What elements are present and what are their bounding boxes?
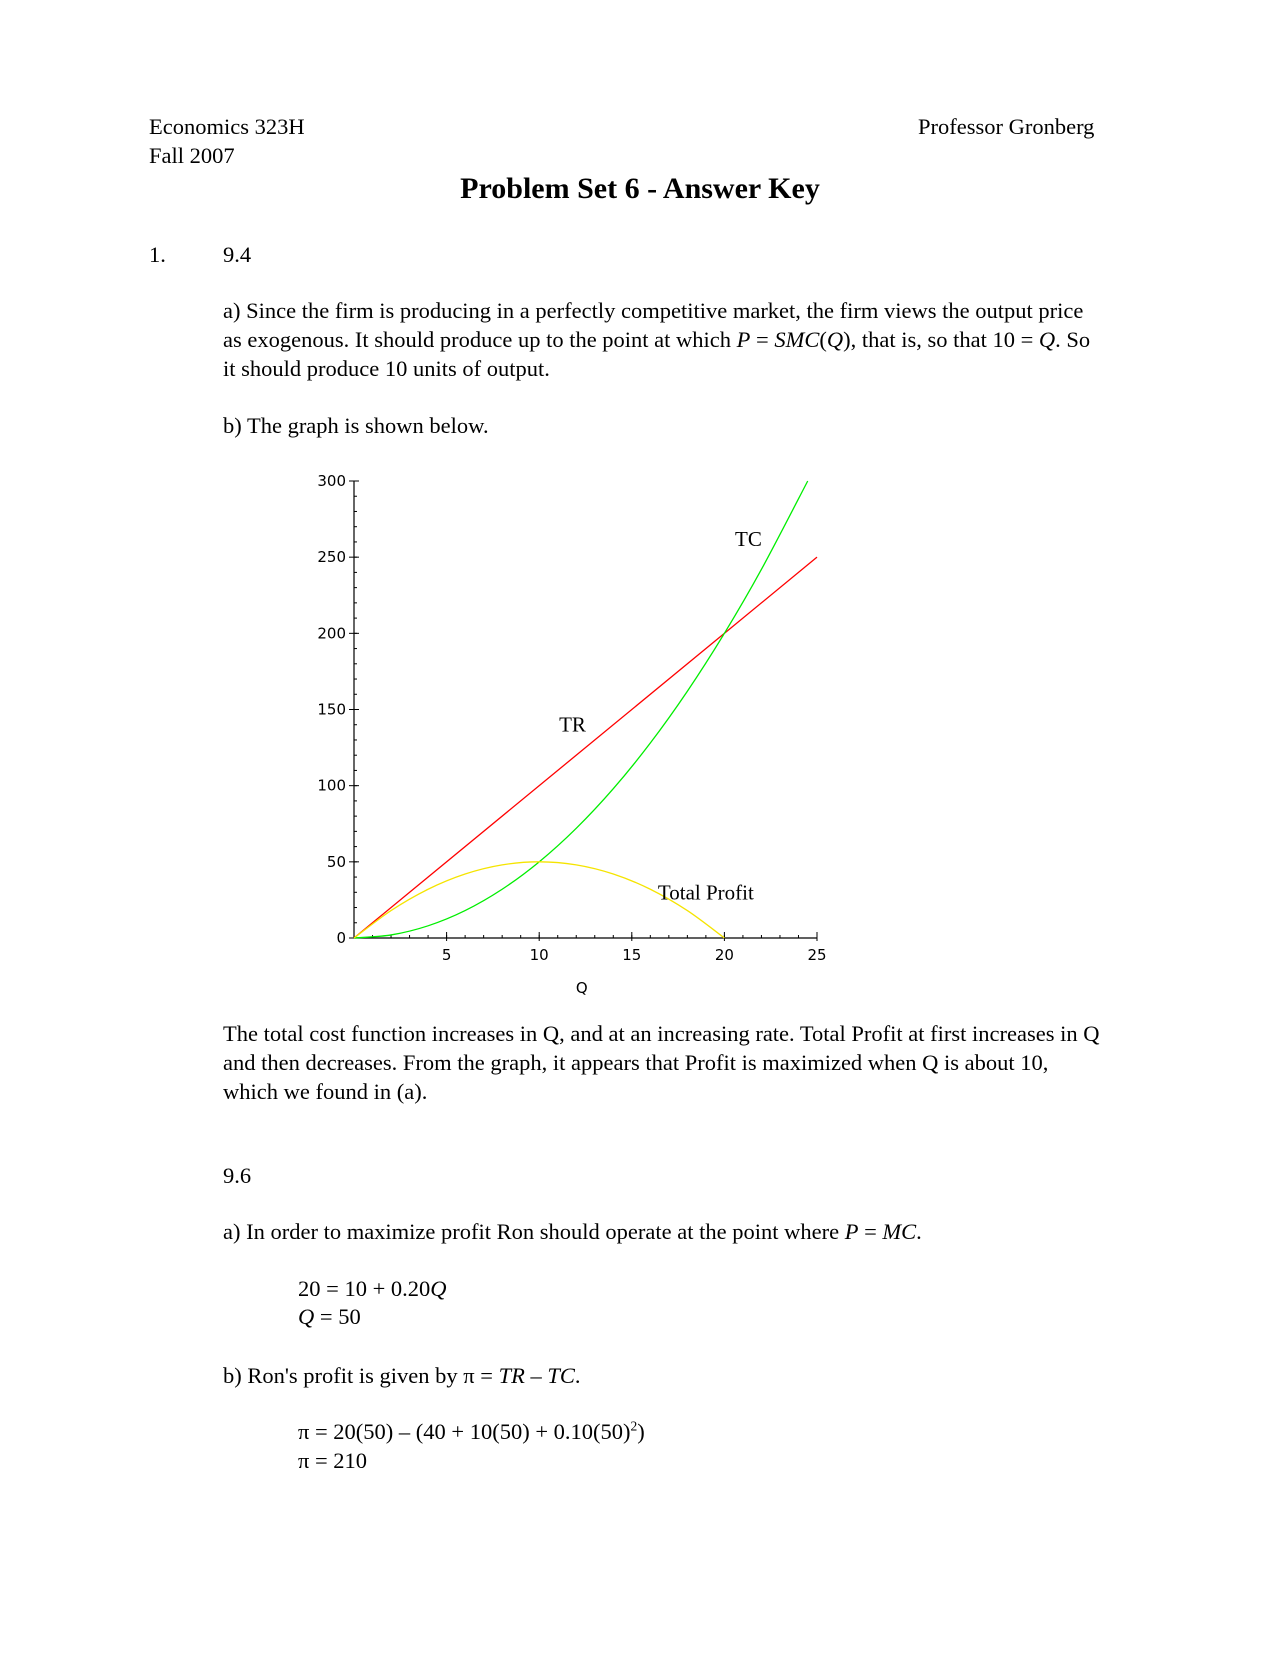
graph-explanation: The total cost function increases in Q, and at an increasing rate. Total Profit at first increases in Q and then decreases. From the graph, it appears that Profit is maximized when Q is about 10, which we found in (a). [223,1021,1100,1104]
professor-name: Professor Gronberg [918,114,1095,139]
x-tick-label: 15 [622,946,642,964]
x-tick-label: 20 [714,946,734,964]
equation-q: Q = 50 [298,1304,361,1329]
question-number: 1. [149,242,166,267]
total-profit-label: Total Profit [657,880,754,905]
profit-chart [290,460,850,1005]
part-b-answer: b) The graph is shown below. [223,413,489,438]
equation-profit-value: π = 210 [298,1448,368,1473]
y-tick-label: 200 [317,624,346,643]
y-tick-label: 250 [317,548,346,567]
tc-label: TC [735,526,762,551]
chart-labels [559,527,762,904]
course-title: Economics 323H [149,114,305,139]
term: Fall 2007 [149,143,235,168]
problem-label-9-6: 9.6 [223,1163,252,1188]
tr-label: TR [559,712,586,737]
y-tick-label: 300 [317,472,346,490]
x-tick-label: 10 [529,946,549,964]
y-tick-label: 50 [326,852,346,871]
problem-label-9-4: 9.4 [223,242,252,267]
y-tick-label: 100 [317,776,346,795]
x-tick-label: 5 [441,946,452,964]
x-tick-label: 25 [807,946,827,964]
y-tick-label: 150 [317,700,346,719]
part-a-9-6: a) In order to maximize profit Ron should operate at the point where P = MC. [223,1219,922,1244]
part-a-answer: a) Since the firm is producing in a perfectly competitive market, the firm views the output price as exogenous. It should produce up to the point at which P = SMC(Q), that is, so that 10 = Q. So it should produce 10 units of output. [223,298,1091,381]
x-axis-label: Q [575,979,588,997]
y-tick-label: 0 [336,929,346,947]
part-b-9-6: b) Ron's profit is given by π = TR – TC. [223,1363,581,1388]
equation-mc: 20 = 10 + 0.20Q [298,1276,447,1301]
page-title: Problem Set 6 - Answer Key [460,172,820,205]
equation-profit: $\pi = 20(50) - (40 + 10(50) + 0.10(50)^2)$ [298,1418,645,1444]
